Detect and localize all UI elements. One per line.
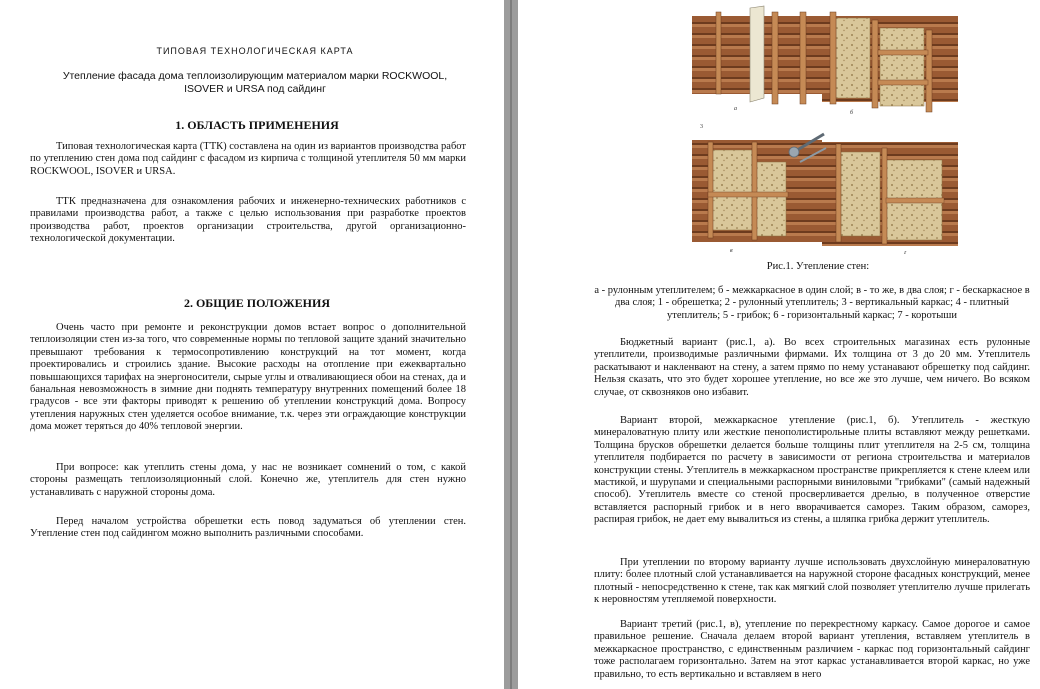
paragraph-two-layer-plate: При утеплении по второму варианту лучше использовать двухслойную минераловатную плиту: более плотный слой устанавливается на наружной стороне фасадных конструкций, менее плотный - непосредственно к стене, так как мягкий слой позволяет утеплителю лучше прилегать к неровностям утепляемой поверхности. (594, 557, 1030, 606)
illustration-a-b (692, 6, 958, 116)
document-page-right (518, 0, 1040, 689)
section-2-heading: 2. ОБЩИЕ ПОЛОЖЕНИЯ (183, 296, 331, 310)
illustration-v-g (692, 124, 958, 256)
section-2-paragraph-2: При вопросе: как утеплить стены дома, у нас не возникает сомнений о том, с какой стороны размещать теплоизоляционный слой. Конечно же, утеплитель для стен нужно устанавливать с наружной стороны дома. (30, 462, 466, 498)
subtitle-line-2: ISOVER и URSA под сайдинг (184, 83, 326, 95)
svg-text:в: в (730, 248, 733, 254)
section-1-heading: 1. ОБЛАСТЬ ПРИМЕНЕНИЯ (175, 118, 339, 132)
svg-text:б: б (850, 110, 854, 116)
subtitle-line-1: Утепление фасада дома теплоизолирующим материалом марки ROCKWOOL, (62, 70, 448, 82)
document-title: ТИПОВАЯ ТЕХНОЛОГИЧЕСКАЯ КАРТА (156, 46, 354, 56)
figure-caption: Рис.1. Утепление стен: (766, 261, 870, 272)
document-subtitle (40, 70, 470, 96)
section-2-paragraph-1: Очень часто при ремонте и реконструкции домов встает вопрос о дополнительной теплоизоляции стен из-за того, что современные нормы по тепловой защите зданий значительно превышают требования к термосопротивлению конструкций на тот момент, когда проектировались и строились здание. Высокие расходы на отопление при ежеквартально повышающихся тарифах на энергоносители, сырые углы и отваливающиеся обои на стенах, да и банальная невозможность в зимние дни поднять температуру внутренних помещений более 18 градусов - все эти факторы приводят к решению об утеплении конструкций дома. Вопросу утепления наружных стен уделяется особое внимание, т.к. через эти ограждающие конструкции дома может теряться до 40% тепловой энергии. (30, 322, 466, 433)
paragraph-variant-three: Вариант третий (рис.1, в), утепление по перекрестному каркасу. Самое дорогое и самое правильное решение. Сначала делаем второй вариант утепления, вставляем утеплитель в межкаркасное пространство, с единственным различием - каркас под горизонтальный сайдинг тоже располагаем горизонтально. Затем на этот каркас устанавливается второй каркас, но уже правильно, то есть вертикально и вставляем в него (594, 619, 1030, 680)
svg-text:3: 3 (700, 124, 703, 130)
section-2-paragraph-3: Перед началом устройства обрешетки есть повод задуматься об утеплении стен. Утепление стен под сайдингом можно выполнить различными способами. (30, 516, 466, 540)
svg-text:а: а (734, 106, 737, 112)
page-gutter (504, 0, 518, 689)
section-1-paragraph-2: ТТК предназначена для ознакомления рабочих и инженерно-технических работников с правилами производства работ, а также с целью использования при разработке проектов производства работ, проектов организации строительства, другой организационно-технологической документации. (30, 196, 466, 245)
section-1-paragraph-1: Типовая технологическая карта (ТТК) составлена на один из вариантов производства работ по утеплению стен дома под сайдинг с фасадом из кирпича с толщиной утеплителя 50 мм марки ROCKWOOL, ISOVER и URSA. (30, 141, 466, 177)
paragraph-variant-two: Вариант второй, межкаркасное утепление (рис.1, б). Утеплитель - жесткую минераловатную плиту или жесткие пенополистирольные плиты вставляют между решетками. Толщина брусков обрешетки делается больше толщины плит утеплителя на 2-5 см, толщина утеплителя подбирается по расчету в зависимости от региона строительства и материалов конструкции стены. Утеплитель в межкаркасном пространстве прикрепляется к стене клеем или мастикой, и шурупами и специальными распорными виниловыми "грибками" (самый надежный способ). Утеплитель вместе со стеной просверливается дрелью, в полученное отверстие вставляется распорный грибок и в него вворачивается саморез. Таким образом, саморез, распирая грибок, не дает ему вывалиться из стены, а шляпка грибка держит утеплитель. (594, 415, 1030, 526)
figure-legend: а - рулонным утеплителем; б - межкаркасное в один слой; в - то же, в два слоя; г - бескаркасное в два слоя; 1 - обрешетка; 2 - рулонный утеплитель; 3 - вертикальный каркас; 4 - плитный утеплитель; 5 - грибок; 6 - горизонтальный каркас; 7 - коротыши (594, 285, 1030, 321)
wall-insulation-illustration (690, 2, 962, 260)
document-page-left (0, 0, 504, 689)
svg-text:г: г (904, 250, 907, 256)
paragraph-budget-variant: Бюджетный вариант (рис.1, а). Во всех строительных магазинах есть рулонные утеплители, производимые различными фирмами. Их толщина от 3 до 20 мм. Утеплитель раскатывают и накленвают на стену, а затем прямо по нему устанавают обрешетку под сайдинг. Нельзя сказать, что это будет хорошее утепление, но все же это лучше, чем ничего. Во всяком случае, от сквозняков оно избавит. (594, 337, 1030, 398)
